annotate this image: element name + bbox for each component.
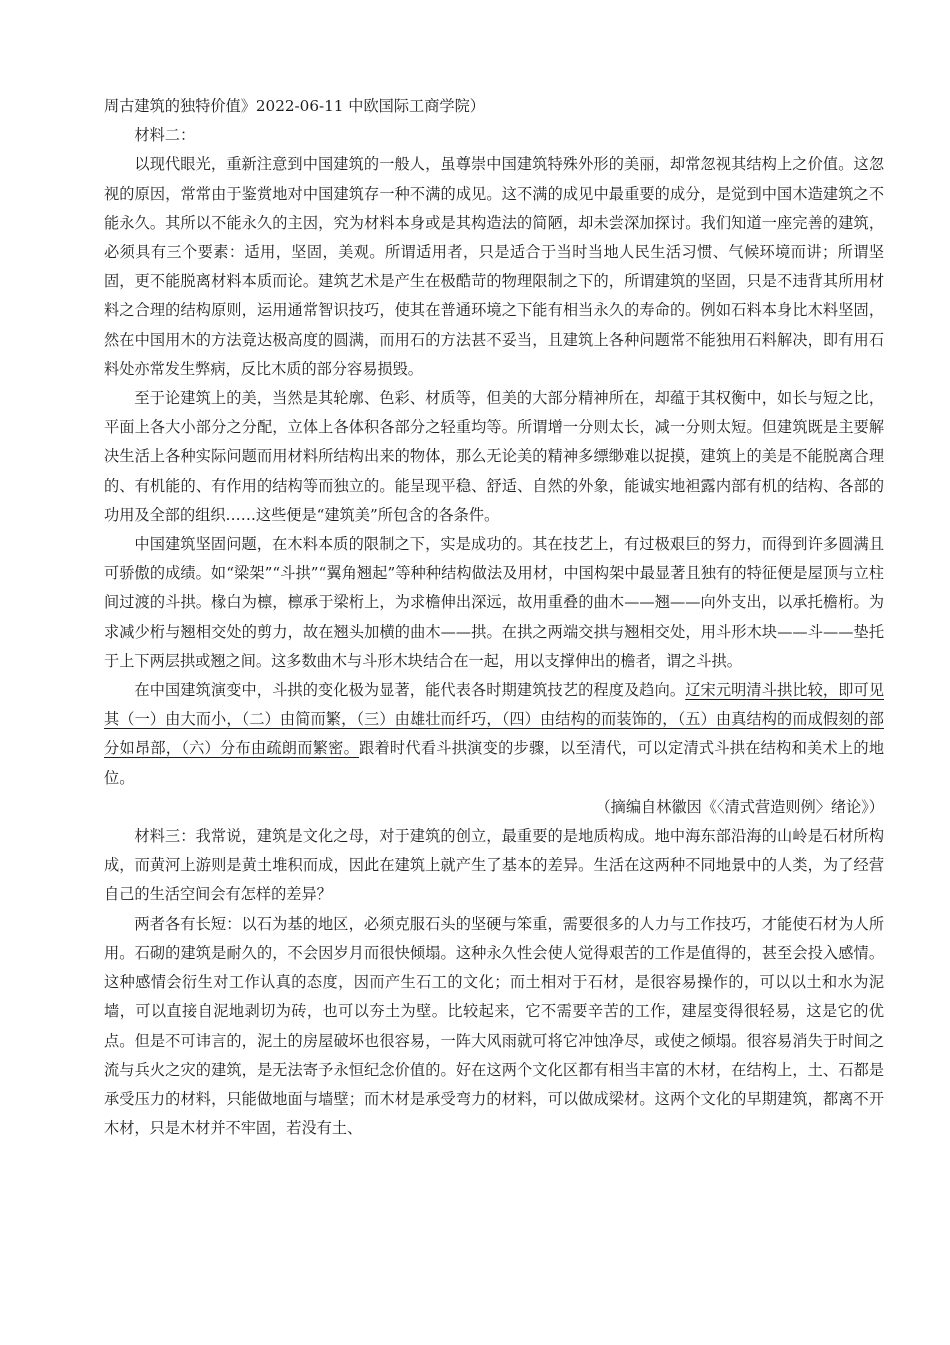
paragraph-4-lead: 在中国建筑演变中，斗拱的变化极为显著，能代表各时期建筑技艺的程度及趋向。 (134, 681, 686, 700)
material-two-paragraph-3: 中国建筑坚固问题，在木料本质的限制之下，实是成功的。其在技艺上，有过极艰巨的努力，而得到许多圆满且可骄傲的成绩。如“梁架”“斗拱”“翼角翘起”等种种结构做法及用材，中国构架中最显著且独有的特征便是屋顶与立柱间过渡的斗拱。椽白为檩，檩承于梁桁上，为求檐伸出深远，故用重叠的曲木——翘——向外支出，以承托檐桁。为求减少桁与翘相交处的剪力，故在翘头加横的曲木——拱。在拱之两端交拱与翘相交处，用斗形木块——斗——垫托于上下两层拱或翘之间。这多数曲木与斗形木块结合在一起，用以支撑伸出的檐者，谓之斗拱。 (104, 535, 884, 670)
material-two-paragraph-2: 至于论建筑上的美，当然是其轮廓、色彩、材质等，但美的大部分精神所在，却蕴于其权衡中，如长与短之比，平面上各大小部分之分配，立体上各体积各部分之轻重均等。所谓增一分则太长，减一分则太短。但建筑既是主要解决生活上各种实际问题而用材料所结构出来的物体，那么无论美的精神多缥缈难以捉摸，建筑上的美是不能脱离合理的、有机能的、有作用的结构等而独立的。能呈现平稳、舒适、自然的外象，能诚实地袒露内部有机的结构、各部的功用及全部的组织……这些便是“建筑美”所包含的各条件。 (104, 389, 884, 524)
material-two-heading: 材料二： (134, 126, 196, 145)
top-line-citation: 周古建筑的独特价值》2022-06-11 中欧国际工商学院） (104, 97, 485, 115)
material-two-paragraph-4 (104, 676, 884, 793)
material-three-paragraph-1: 材料三：我常说，建筑是文化之母，对于建筑的创立，最重要的是地质构成。地中海东部沿海的山岭是石材所构成，而黄河上游则是黄土堆积而成，因此在建筑上就产生了基本的差异。生活在这两种不同地景中的人类，为了经营自己的生活空间会有怎样的差异？ (104, 827, 884, 904)
paragraph-4-tail: 跟着时代看斗拱演变的步骤，以至清代，可以定清式斗拱在结构和美术上的地位。 (104, 739, 885, 787)
material-two-source: （摘编自林徽因《〈清式营造则例〉绪论》） (595, 797, 884, 816)
material-two-paragraph-1: 以现代眼光，重新注意到中国建筑的一般人，虽尊崇中国建筑特殊外形的美丽，却常忽视其结构上之价值。这忽视的原因，常常由于鉴赏地对中国建筑存一种不满的成见。这不满的成见中最重要的成分，是觉到中国木造建筑之不能永久。其所以不能永久的主因，究为材料本身或是其构造法的简陋，却未尝深加探讨。我们知道一座完善的建筑，必须具有三个要素：适用，坚固，美观。所谓适用者，只是适合于当时当地人民生活习惯、气候环境而讲；所谓坚固，更不能脱离材料本质而论。建筑艺术是产生在极酷苛的物理限制之下的，所谓建筑的坚固，只是不违背其所用材料之合理的结构原则，运用通常智识技巧，使其在普通环境之下能有相当永久的寿命的。例如石料本身比木料坚固，然在中国用木的方法竟达极高度的圆满，而用石的方法甚不妥当，且建筑上各种问题常不能独用石料解决，即有用石料处亦常发生弊病，反比木质的部分容易损毁。 (104, 155, 884, 378)
material-three-paragraph-2: 两者各有长短：以石为基的地区，必须克服石头的坚硬与笨重，需要很多的人力与工作技巧，才能使石材为人所用。石砌的建筑是耐久的，不会因岁月而很快倾塌。这种永久性会使人觉得艰苦的工作是值得的，甚至会投入感情。这种感情会衍生对工作认真的态度，因而产生石工的文化；而土相对于石材，是很容易操作的，可以以土和水为泥墙，可以直接自泥地剥切为砖，也可以夯土为壁。比较起来，它不需要辛苦的工作，建屋变得很轻易，这是它的优点。但是不可讳言的，泥土的房屋破坏也很容易，一阵大风雨就可将它冲蚀净尽，或使之倾塌。很容易消失于时间之流与兵火之灾的建筑，是无法寄予永恒纪念价值的。好在这两个文化区都有相当丰富的木材，在结构上，土、石都是承受压力的材料，只能做地面与墙壁；而木材是承受弯力的材料，可以做成梁材。这两个文化的早期建筑，都离不开木材，只是木材并不牢固，若没有土、 (104, 914, 884, 1138)
underlined-bracket-comparison: 辽宋元明清斗拱比较，即可见其（一）由大而小，（二）由简而繁，（三）由雄壮而纤巧，（四）由结构的而装饰的，（五）由真结构的而成假刻的部分如昂部，（六）分布由疏朗而繁密。 (104, 681, 885, 758)
document-page (104, 92, 884, 1143)
